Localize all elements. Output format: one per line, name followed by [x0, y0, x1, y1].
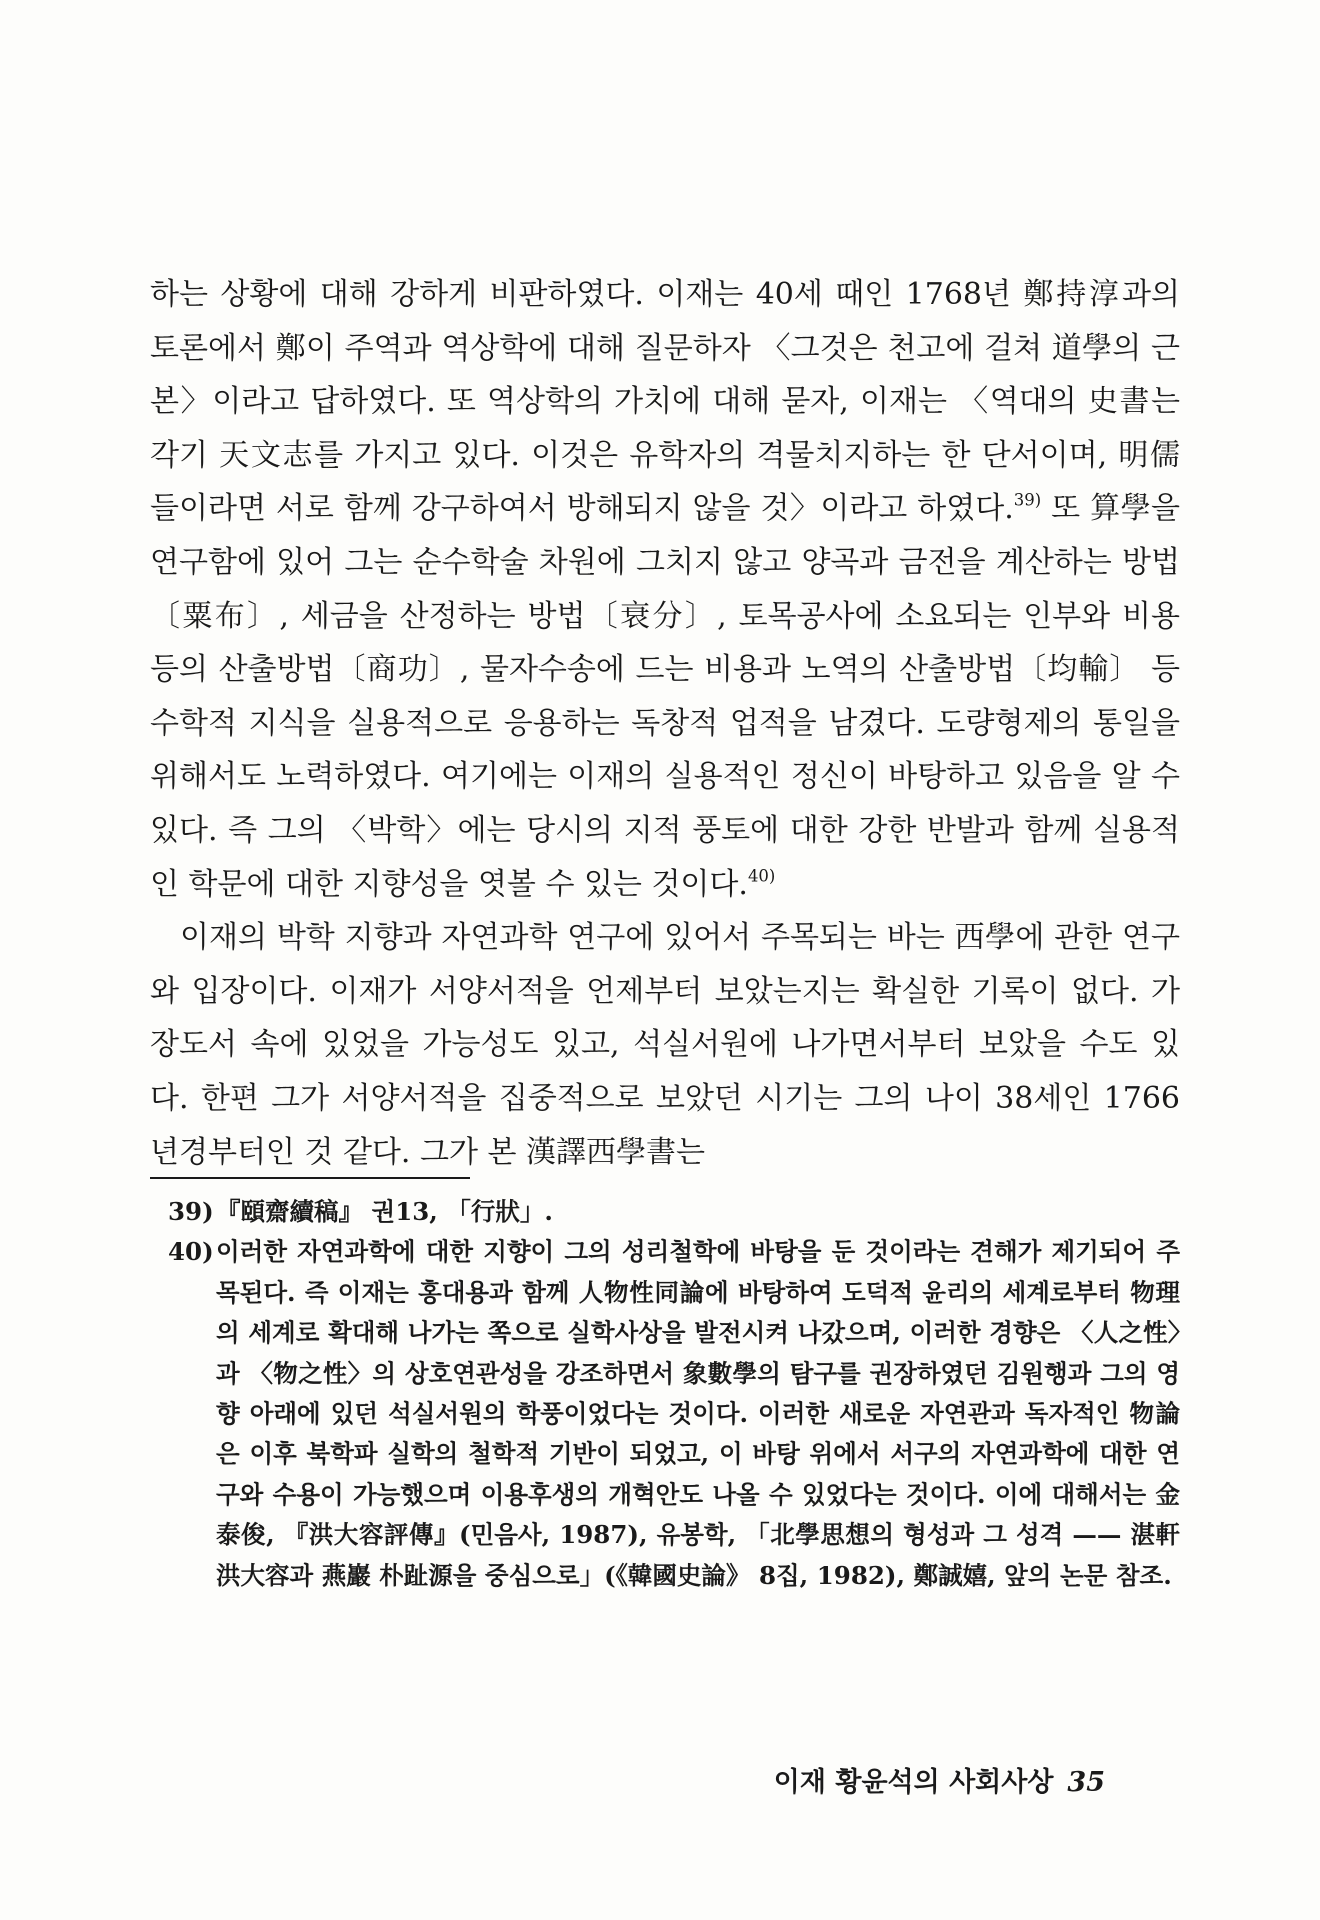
running-title: 이재 황윤석의 사회사상: [773, 1767, 1054, 1798]
running-footer: [774, 1760, 1105, 1799]
paragraph-text: 하는 상황에 대해 강하게 비판하였다. 이재는 40세 때인 1768년 鄭持淳과의 토론에서 鄭이 주역과 역상학에 대해 질문하자 〈그것은 천고에 걸쳐 道學의 근본〉이라고 답하였다. 또 역상학의 가치에 대해 묻자, 이재는 〈역대의 史書는 각기 天文志를 가지고 있다. 이것은 유학자의 격물치지하는 한 단서이며, 明儒들이라면 서로 함께 강구하여서 방해되지 않을 것〉이라고 하였다.: [150, 277, 1180, 527]
footnote-text: 이러한 자연과학에 대한 지향이 그의 성리철학에 바탕을 둔 것이라는 견해가 제기되어 주목된다. 즉 이재는 홍대용과 함께 人物性同論에 바탕하여 도덕적 윤리의 세계로부터 物理의 세계로 확대해 나가는 쪽으로 실학사상을 발전시켜 나갔으며, 이러한 경향은 〈人之性〉과 〈物之性〉의 상호연관성을 강조하면서 象數學의 탐구를 권장하였던 김원행과 그의 영향 아래에 있던 석실서원의 학풍이었다는 것이다. 이러한 새로운 자연관과 독자적인 物論은 이후 북학파 실학의 철학적 기반이 되었고, 이 바탕 위에서 서구의 자연과학에 대한 연구와 수용이 가능했으며 이용후생의 개혁안도 나올 수 있었다는 것이다. 이에 대해서는 金泰俊, 『洪大容評傳』(민음사, 1987), 유봉학, 「北學思想의 형성과 그 성격 —— 湛軒 洪大容과 燕巖 朴趾源을 중심으로」(《韓國史論》 8집, 1982), 鄭誠嬉, 앞의 논문 참조.: [216, 1237, 1180, 1590]
footnote-number: 40): [168, 1237, 214, 1267]
paragraph: [150, 268, 1180, 911]
footnote-text: 『頤齋續稿』 권13, 「行狀」.: [216, 1197, 553, 1226]
footnote-ref: 39): [1013, 491, 1042, 510]
page-number: 35: [1067, 1767, 1105, 1798]
footnote: [168, 1192, 1180, 1232]
main-text: [150, 268, 1180, 1179]
paragraph: 이재의 박학 지향과 자연과학 연구에 있어서 주목되는 바는 西學에 관한 연구와 입장이다. 이재가 서양서적을 언제부터 보았는지는 확실한 기록이 없다. 가장도서 속에 있었을 가능성도 있고, 석실서원에 나가면서부터 보았을 수도 있다. 한편 그가 서양서적을 집중적으로 보았던 시기는 그의 나이 38세인 1766년경부터인 것 같다. 그가 본 漢譯西學書는: [150, 920, 1180, 1170]
footnotes: [168, 1192, 1180, 1596]
paragraph-text: 또 算學을 연구함에 있어 그는 순수학술 차원에 그치지 않고 양곡과 금전을 계산하는 방법〔粟布〕, 세금을 산정하는 방법〔衰分〕, 토목공사에 소요되는 인부와 비용 등의 산출방법〔商功〕, 물자수송에 드는 비용과 노역의 산출방법〔均輸〕 등 수학적 지식을 실용적으로 응용하는 독창적 업적을 남겼다. 도량형제의 통일을 위해서도 노력하였다. 여기에는 이재의 실용적인 정신이 바탕하고 있음을 알 수 있다. 즉 그의 〈박학〉에는 당시의 지적 풍토에 대한 강한 반발과 함께 실용적인 학문에 대한 지향성을 엿볼 수 있는 것이다.: [150, 491, 1180, 902]
footnote-ref: 40): [747, 866, 776, 886]
footnote-divider: [150, 1177, 470, 1179]
footnote-number: 39): [168, 1197, 214, 1226]
footnote: [168, 1232, 1180, 1596]
